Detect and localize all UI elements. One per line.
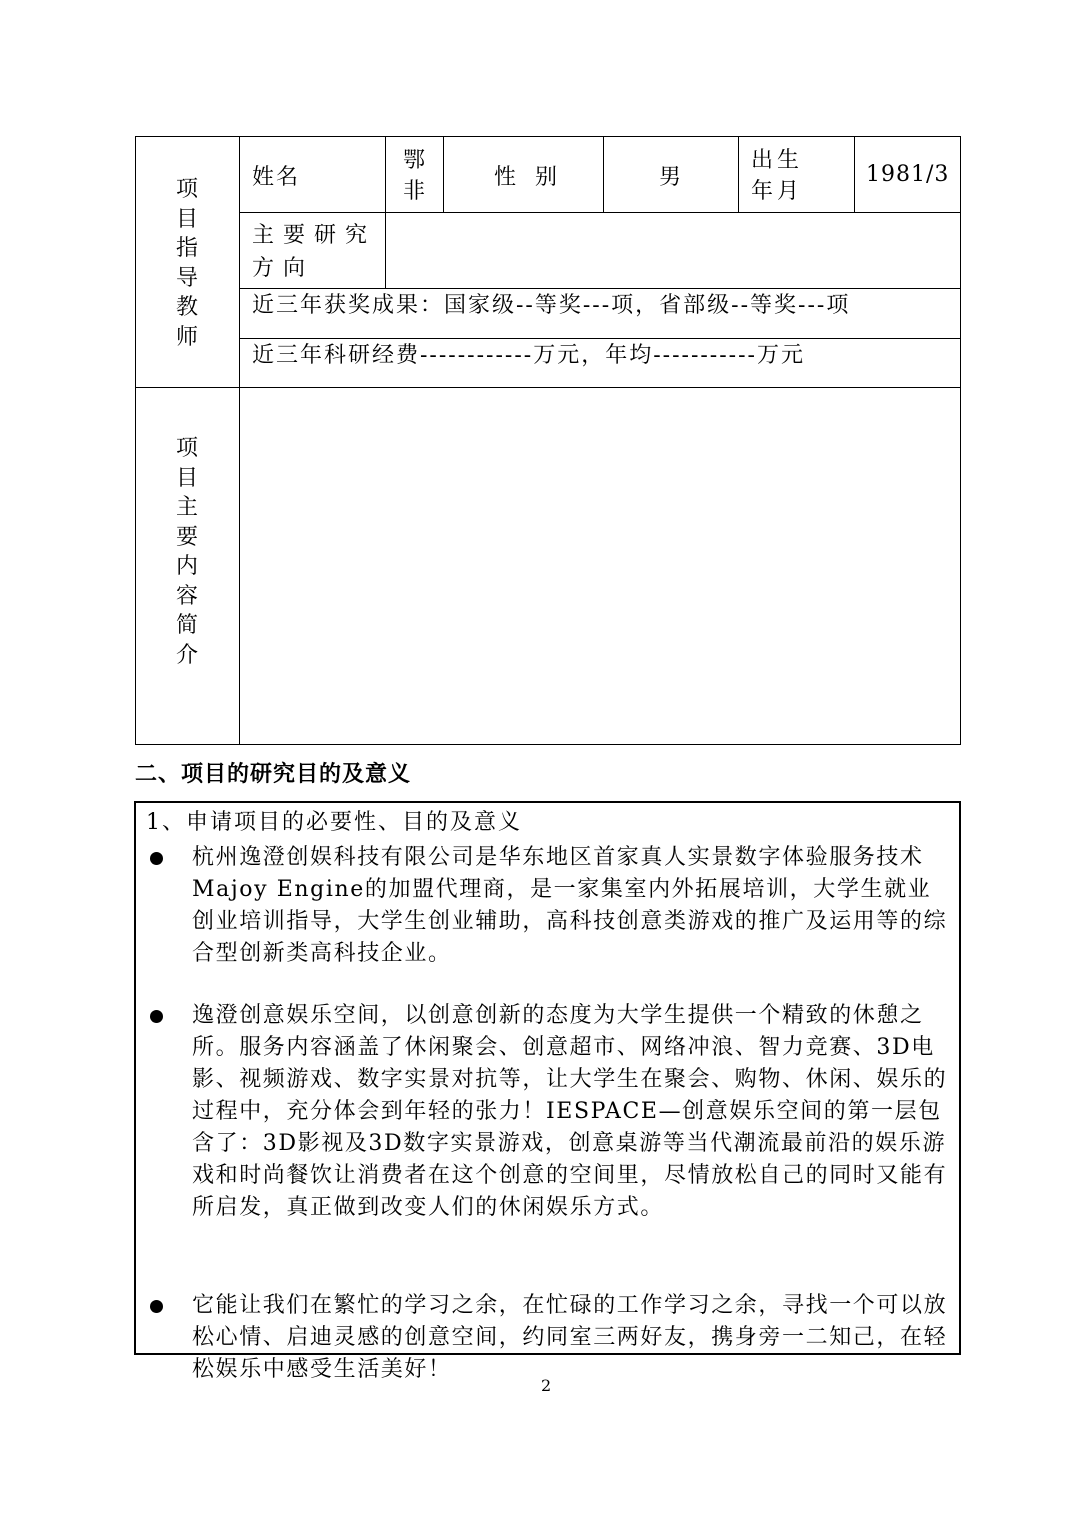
- birth-value: 1981/3: [866, 162, 950, 187]
- bullet-item-2: 逸澄创意娱乐空间，以创意创新的态度为大学生提供一个精致的休憩之所。服务内容涵盖了休闲聚会、创意超市、网络冲浪、智力竞赛、3D电影、视频游戏、数字实景对抗等，让大学生在聚会、购物、休闲、娱乐的过程中，充分体会到年轻的张力！IESPACE—创意娱乐空间的第一层包含了：3D影视及3D数字实景游戏，创意桌游等当代潮流最前沿的娱乐游戏和时尚餐饮让消费者在这个创意的空间里，尽情放松自己的同时又能有所启发，真正做到改变人们的休闲娱乐方式。: [192, 1003, 948, 1220]
- bullet-dot-3: [150, 1300, 163, 1313]
- advisor-section-label: 项目指导教师: [175, 177, 198, 350]
- bullet-dot-1: [150, 852, 163, 865]
- name-label: 姓名: [252, 165, 301, 190]
- research-label: 主要研究方向: [252, 223, 377, 281]
- gender-label: 性 别: [494, 165, 563, 190]
- purpose-subtitle: 1、申请项目的必要性、目的及意义: [146, 810, 522, 835]
- funding-text: 近三年科研经费------------万元，年均-----------万元: [252, 343, 805, 368]
- bullet-item-3: 它能让我们在繁忙的学习之余，在忙碌的工作学习之余，寻找一个可以放松心情、启迪灵感的创意空间，约同室三两好友，携身旁一二知己，在轻松娱乐中感受生活美好！: [192, 1293, 948, 1382]
- awards-text: 近三年获奖成果：国家级--等奖---项，省部级--等奖---项: [252, 293, 851, 318]
- section-heading: 二、项目的研究目的及意义: [135, 762, 412, 787]
- name-value: 鄂非: [402, 148, 425, 204]
- gender-value: 男: [659, 165, 684, 190]
- summary-label: 项目主要内容简介: [175, 436, 198, 668]
- birth-label: 出生年月: [751, 148, 804, 204]
- bullet-item-1: 杭州逸澄创娱科技有限公司是华东地区首家真人实景数字体验服务技术Majoy Engine的加盟代理商，是一家集室内外拓展培训，大学生就业创业培训指导，大学生创业辅助，高科技创意类游戏的推广及运用等的综合型创新类高科技企业。: [192, 845, 948, 966]
- page-number: 2: [541, 1376, 552, 1395]
- bullet-dot-2: [150, 1010, 163, 1023]
